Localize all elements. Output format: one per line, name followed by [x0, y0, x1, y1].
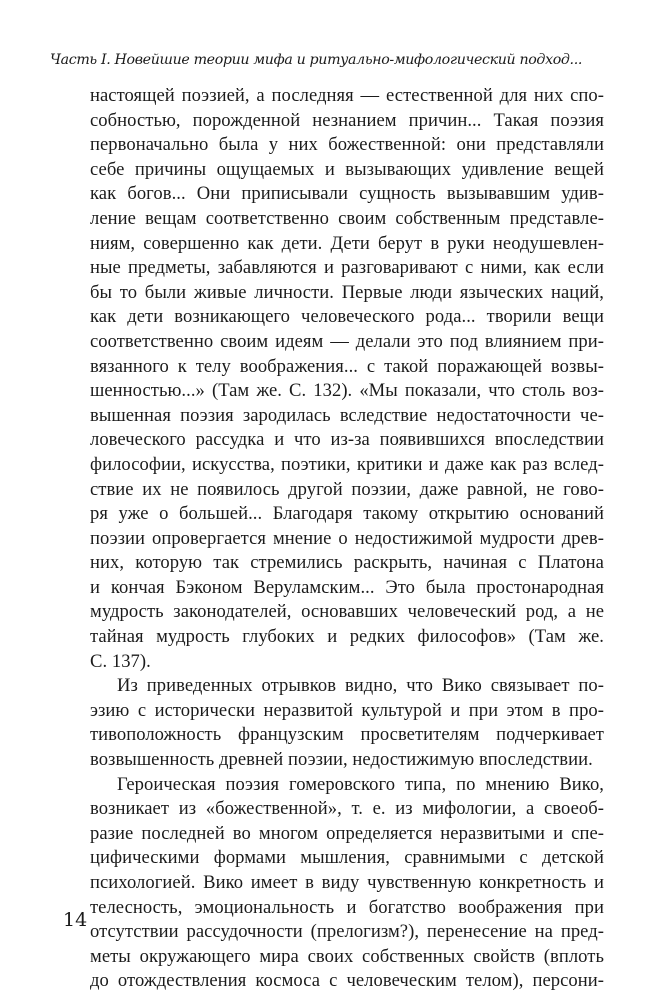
text-line: поэзии опровергается мнение о недостижимой мудрости древ-	[90, 527, 604, 549]
text-line: психологией. Вико имеет в виду чувственную конкретность и	[90, 872, 604, 893]
text-line: ниям, совершенно как дети. Дети берут в руки неодушевлен-	[90, 232, 604, 254]
text-line: тивоположность французским просветителям подчеркивает	[90, 724, 604, 746]
text-line: разие последней во многом определяется неразвитыми и спе-	[90, 822, 604, 844]
text-line: тайная мудрость глубоких и редких философов» (Там же.	[90, 626, 604, 648]
text-line: соответственно своим идеям — делали это под влиянием при-	[90, 330, 604, 352]
text-line: отсутствии рассудочности (прелогизм?), перенесение на пред-	[90, 921, 604, 943]
text-line: возникает из «божественной», т. е. из мифологии, а своеоб-	[90, 798, 604, 820]
text-line: ление вещам соответственно своим собственным представле-	[90, 207, 604, 229]
text-line: собностью, порожденной незнанием причин... Такая поэзия	[90, 109, 604, 131]
text-line: бы то были живые личности. Первые люди языческих наций,	[90, 281, 604, 303]
text-line: С. 137).	[90, 650, 151, 672]
text-line: телесность, эмоциональность и богатство воображения при	[90, 896, 604, 918]
text-line: себе причины ощущаемых и вызывающих удивление вещей	[90, 158, 604, 180]
text-line: шенностью...» (Там же. С. 132). «Мы показали, что столь воз-	[90, 380, 604, 402]
paragraph-1	[90, 84, 604, 674]
text-line: мудрость законодателей, основавших человеческий род, а не	[90, 601, 604, 623]
text-line: первоначально была у них божественной: они представляли	[90, 134, 604, 156]
text-line: меты окружающего мира своих собственных свойств (вплоть	[90, 945, 604, 967]
text-line: ловеческого рассудка и что из-за появившихся впоследствии	[90, 429, 604, 451]
text-line: ствие их не появилось другой поэзии, даже равной, не гово-	[90, 478, 604, 500]
page-number: 14	[63, 909, 88, 931]
text-line: как богов... Они приписывали сущность вызывавшим удив-	[90, 183, 604, 205]
text-line: настоящей поэзией, а последняя — естественной для них спо-	[90, 85, 604, 106]
text-line: ные предметы, забавляются и разговаривают с ними, как если	[90, 257, 604, 279]
text-line: философии, искусства, поэтики, критики и даже как раз вслед-	[90, 453, 604, 475]
text-line: вышенная поэзия зародилась вследствие недостаточности че-	[90, 404, 604, 426]
text-line: возвышенность древней поэзии, недостижимую впоследствии.	[90, 749, 593, 771]
paragraph-2	[90, 674, 604, 772]
text-line: эзию с исторически неразвитой культурой и при этом в про-	[90, 699, 604, 721]
running-head: Часть I. Новейшие теории мифа и ритуально-мифологический подход...	[50, 52, 583, 68]
text-line: Из приведенных отрывков видно, что Вико связывает по-	[117, 675, 604, 697]
text-line: цифическими формами мышления, сравнимыми с детской	[90, 847, 604, 869]
text-line: и кончая Бэконом Веруламским... Это была простонародная	[90, 576, 604, 598]
text-line: ря уже о большей... Благодаря такому открытию оснований	[90, 503, 604, 525]
body-text	[90, 84, 604, 994]
text-line: них, которую так стремились раскрыть, начиная с Платона	[90, 552, 604, 574]
text-line: как дети возникающего человеческого рода... творили вещи	[90, 306, 604, 328]
text-line: Героическая поэзия гомеровского типа, по мнению Вико,	[117, 773, 604, 795]
paragraph-3	[90, 773, 604, 994]
text-line: вязанного к телу воображения... с такой поражающей возвы-	[90, 355, 604, 377]
text-line: до отождествления космоса с человеческим телом), персони-	[90, 970, 604, 992]
